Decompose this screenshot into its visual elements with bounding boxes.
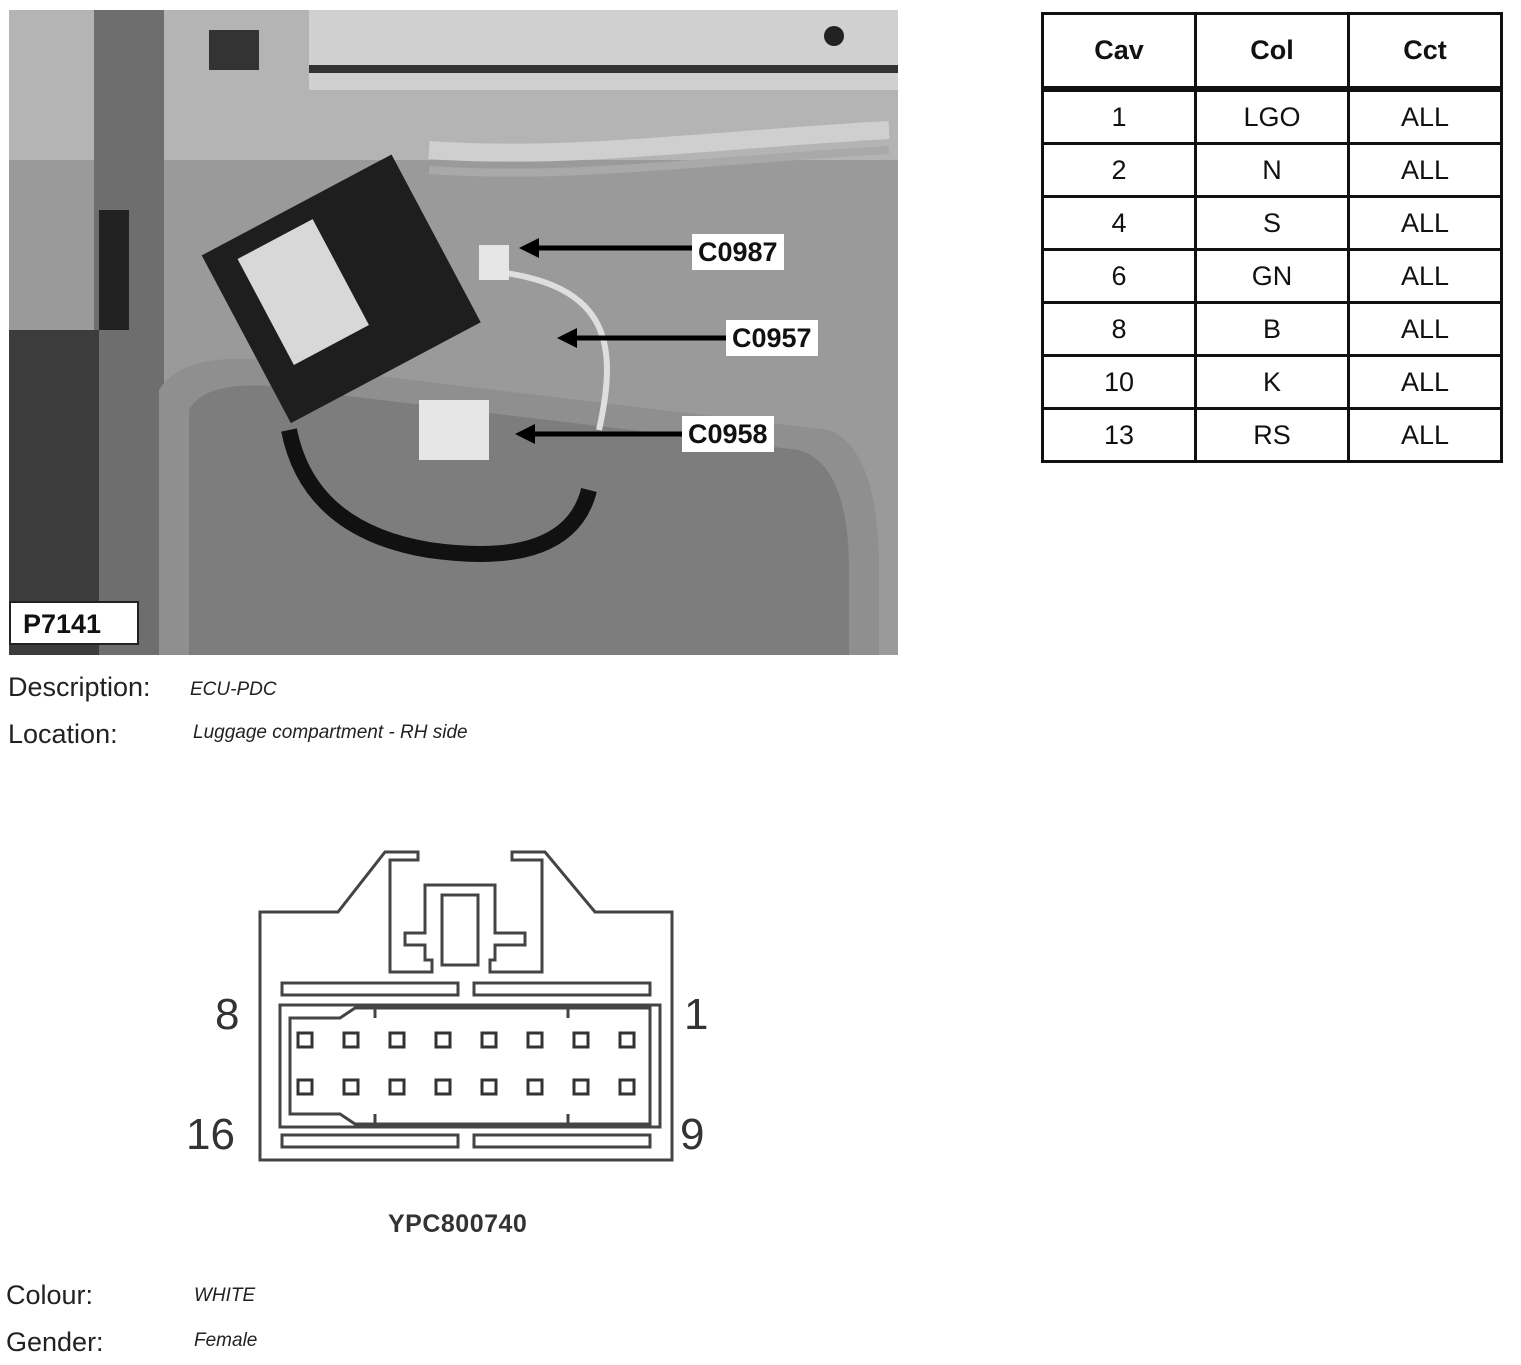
location-label: Location: (8, 719, 118, 749)
cell-cct: ALL (1349, 356, 1502, 409)
table-row (1043, 197, 1502, 250)
cell-cav: 13 (1043, 409, 1196, 462)
description-value: ECU-PDC (190, 679, 277, 700)
cell-col: LGO (1196, 89, 1349, 144)
connector-face-diagram (180, 840, 720, 1180)
cell-col: N (1196, 144, 1349, 197)
pin-label-top-left: 8 (215, 990, 240, 1039)
callout-c0958: C0958 (682, 416, 774, 452)
header-cct: Cct (1349, 14, 1502, 90)
callout-c0987: C0987 (692, 234, 784, 270)
pin-label-bottom-right: 9 (680, 1110, 705, 1159)
table-row (1043, 409, 1502, 462)
pin-label-top-right: 1 (684, 990, 709, 1039)
table-row (1043, 89, 1502, 144)
gender-value: Female (194, 1330, 258, 1351)
cell-cav: 10 (1043, 356, 1196, 409)
cell-col: K (1196, 356, 1349, 409)
cell-cav: 8 (1043, 303, 1196, 356)
cell-col: RS (1196, 409, 1349, 462)
cell-col: S (1196, 197, 1349, 250)
cell-cct: ALL (1349, 409, 1502, 462)
photo-reference: P7141 (9, 601, 139, 645)
cell-cav: 6 (1043, 250, 1196, 303)
ecu-location-photo (9, 10, 898, 655)
cell-cct: ALL (1349, 89, 1502, 144)
table-row (1043, 303, 1502, 356)
callout-c0957: C0957 (726, 320, 818, 356)
cell-cct: ALL (1349, 303, 1502, 356)
cell-cct: ALL (1349, 144, 1502, 197)
location-value: Luggage compartment - RH side (193, 722, 468, 743)
header-col: Col (1196, 14, 1349, 90)
pin-table (1041, 12, 1503, 463)
cell-col: B (1196, 303, 1349, 356)
pin-cavities (298, 1033, 634, 1094)
cell-cav: 2 (1043, 144, 1196, 197)
table-header-row (1043, 14, 1502, 90)
cell-cav: 1 (1043, 89, 1196, 144)
header-cav: Cav (1043, 14, 1196, 90)
table-row (1043, 356, 1502, 409)
table-row (1043, 144, 1502, 197)
table-row (1043, 250, 1502, 303)
description-label: Description: (8, 672, 151, 702)
cell-cct: ALL (1349, 250, 1502, 303)
gender-label: Gender: (6, 1327, 104, 1357)
colour-label: Colour: (6, 1280, 94, 1310)
cell-cct: ALL (1349, 197, 1502, 250)
cell-col: GN (1196, 250, 1349, 303)
colour-value: WHITE (194, 1285, 256, 1306)
pin-label-bottom-left: 16 (186, 1110, 235, 1159)
connector-part-number: YPC800740 (388, 1210, 528, 1238)
cell-cav: 4 (1043, 197, 1196, 250)
